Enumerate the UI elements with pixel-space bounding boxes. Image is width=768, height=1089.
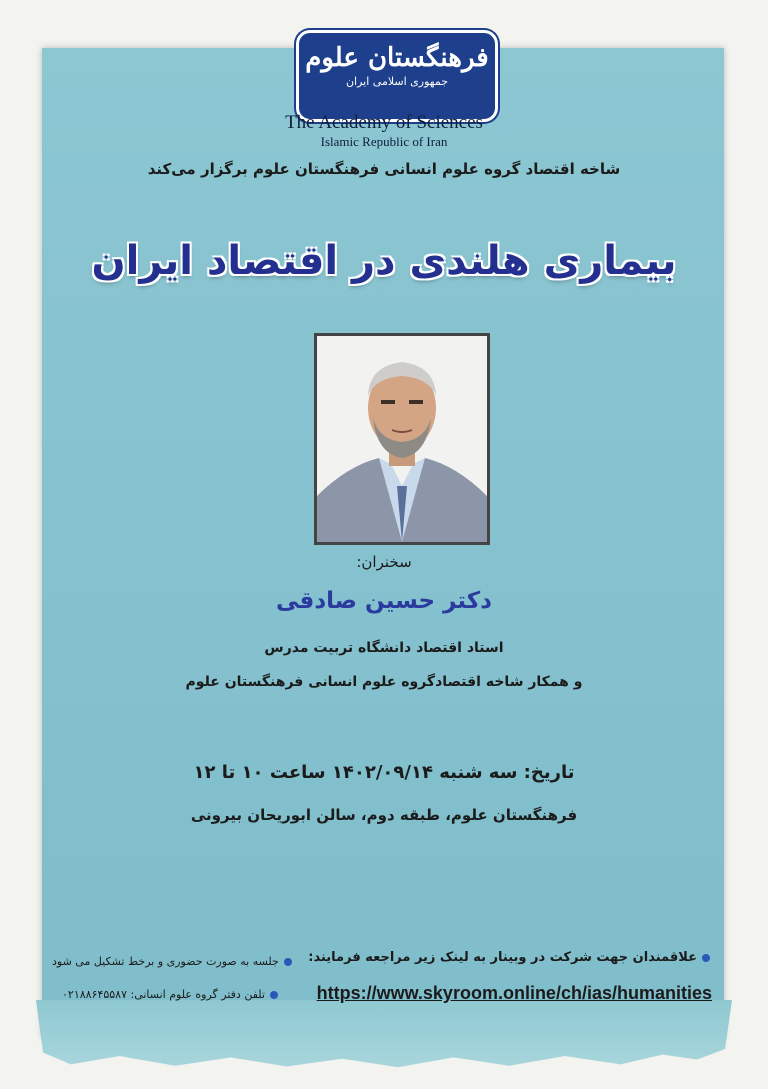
session-mode-text: جلسه به صورت حضوری و برخط تشکیل می شود (52, 955, 279, 968)
speaker-label: سخنران: (356, 553, 412, 571)
bullet-icon (702, 954, 710, 962)
session-mode-note (52, 955, 292, 968)
speaker-portrait-image (317, 336, 487, 542)
phone-note (62, 988, 278, 1001)
registration-note (308, 950, 710, 965)
bullet-icon (270, 991, 278, 999)
speaker-name: دکتر حسین صادقی (276, 588, 492, 614)
logo-sub-text: جمهوری اسلامی ایران (345, 75, 449, 88)
event-date-time: تاریخ: سه شنبه ۱۴۰۲/۰۹/۱۴ ساعت ۱۰ تا ۱۲ (193, 762, 575, 783)
torn-paper-edge (36, 1000, 732, 1070)
webinar-link[interactable]: https://www.skyroom.online/ch/ias/humanities (316, 983, 712, 1003)
organizer-subtitle: شاخه اقتصاد گروه علوم انسانی فرهنگستان علوم برگزار می‌کند (147, 160, 621, 178)
speaker-photo (314, 333, 490, 545)
event-venue: فرهنگستان علوم، طبقه دوم، سالن ابوریحان بیرونی (190, 806, 578, 824)
logo-main-text: فرهنگستان علوم (305, 43, 489, 73)
registration-text: علاقمندان جهت شرکت در وبینار به لینک زیر مراجعه فرمایند: (308, 950, 697, 965)
speaker-role-line1: استاد اقتصاد دانشگاه تربیت مدرس (264, 640, 504, 656)
phone-text: تلفن دفتر گروه علوم انسانی: ۰۲۱۸۸۶۴۵۵۸۷ (62, 988, 265, 1001)
speaker-role-line2: و همکار شاخه اقتصادگروه علوم انسانی فرهنگستان علوم (185, 674, 583, 690)
bullet-icon (284, 958, 292, 966)
lecture-title: بیماری هلندی در اقتصاد ایران (91, 238, 677, 284)
republic-name-en: Islamic Republic of Iran (320, 134, 448, 149)
academy-logo (296, 30, 498, 122)
academy-name-en: The Academy of Sciences (285, 112, 483, 133)
